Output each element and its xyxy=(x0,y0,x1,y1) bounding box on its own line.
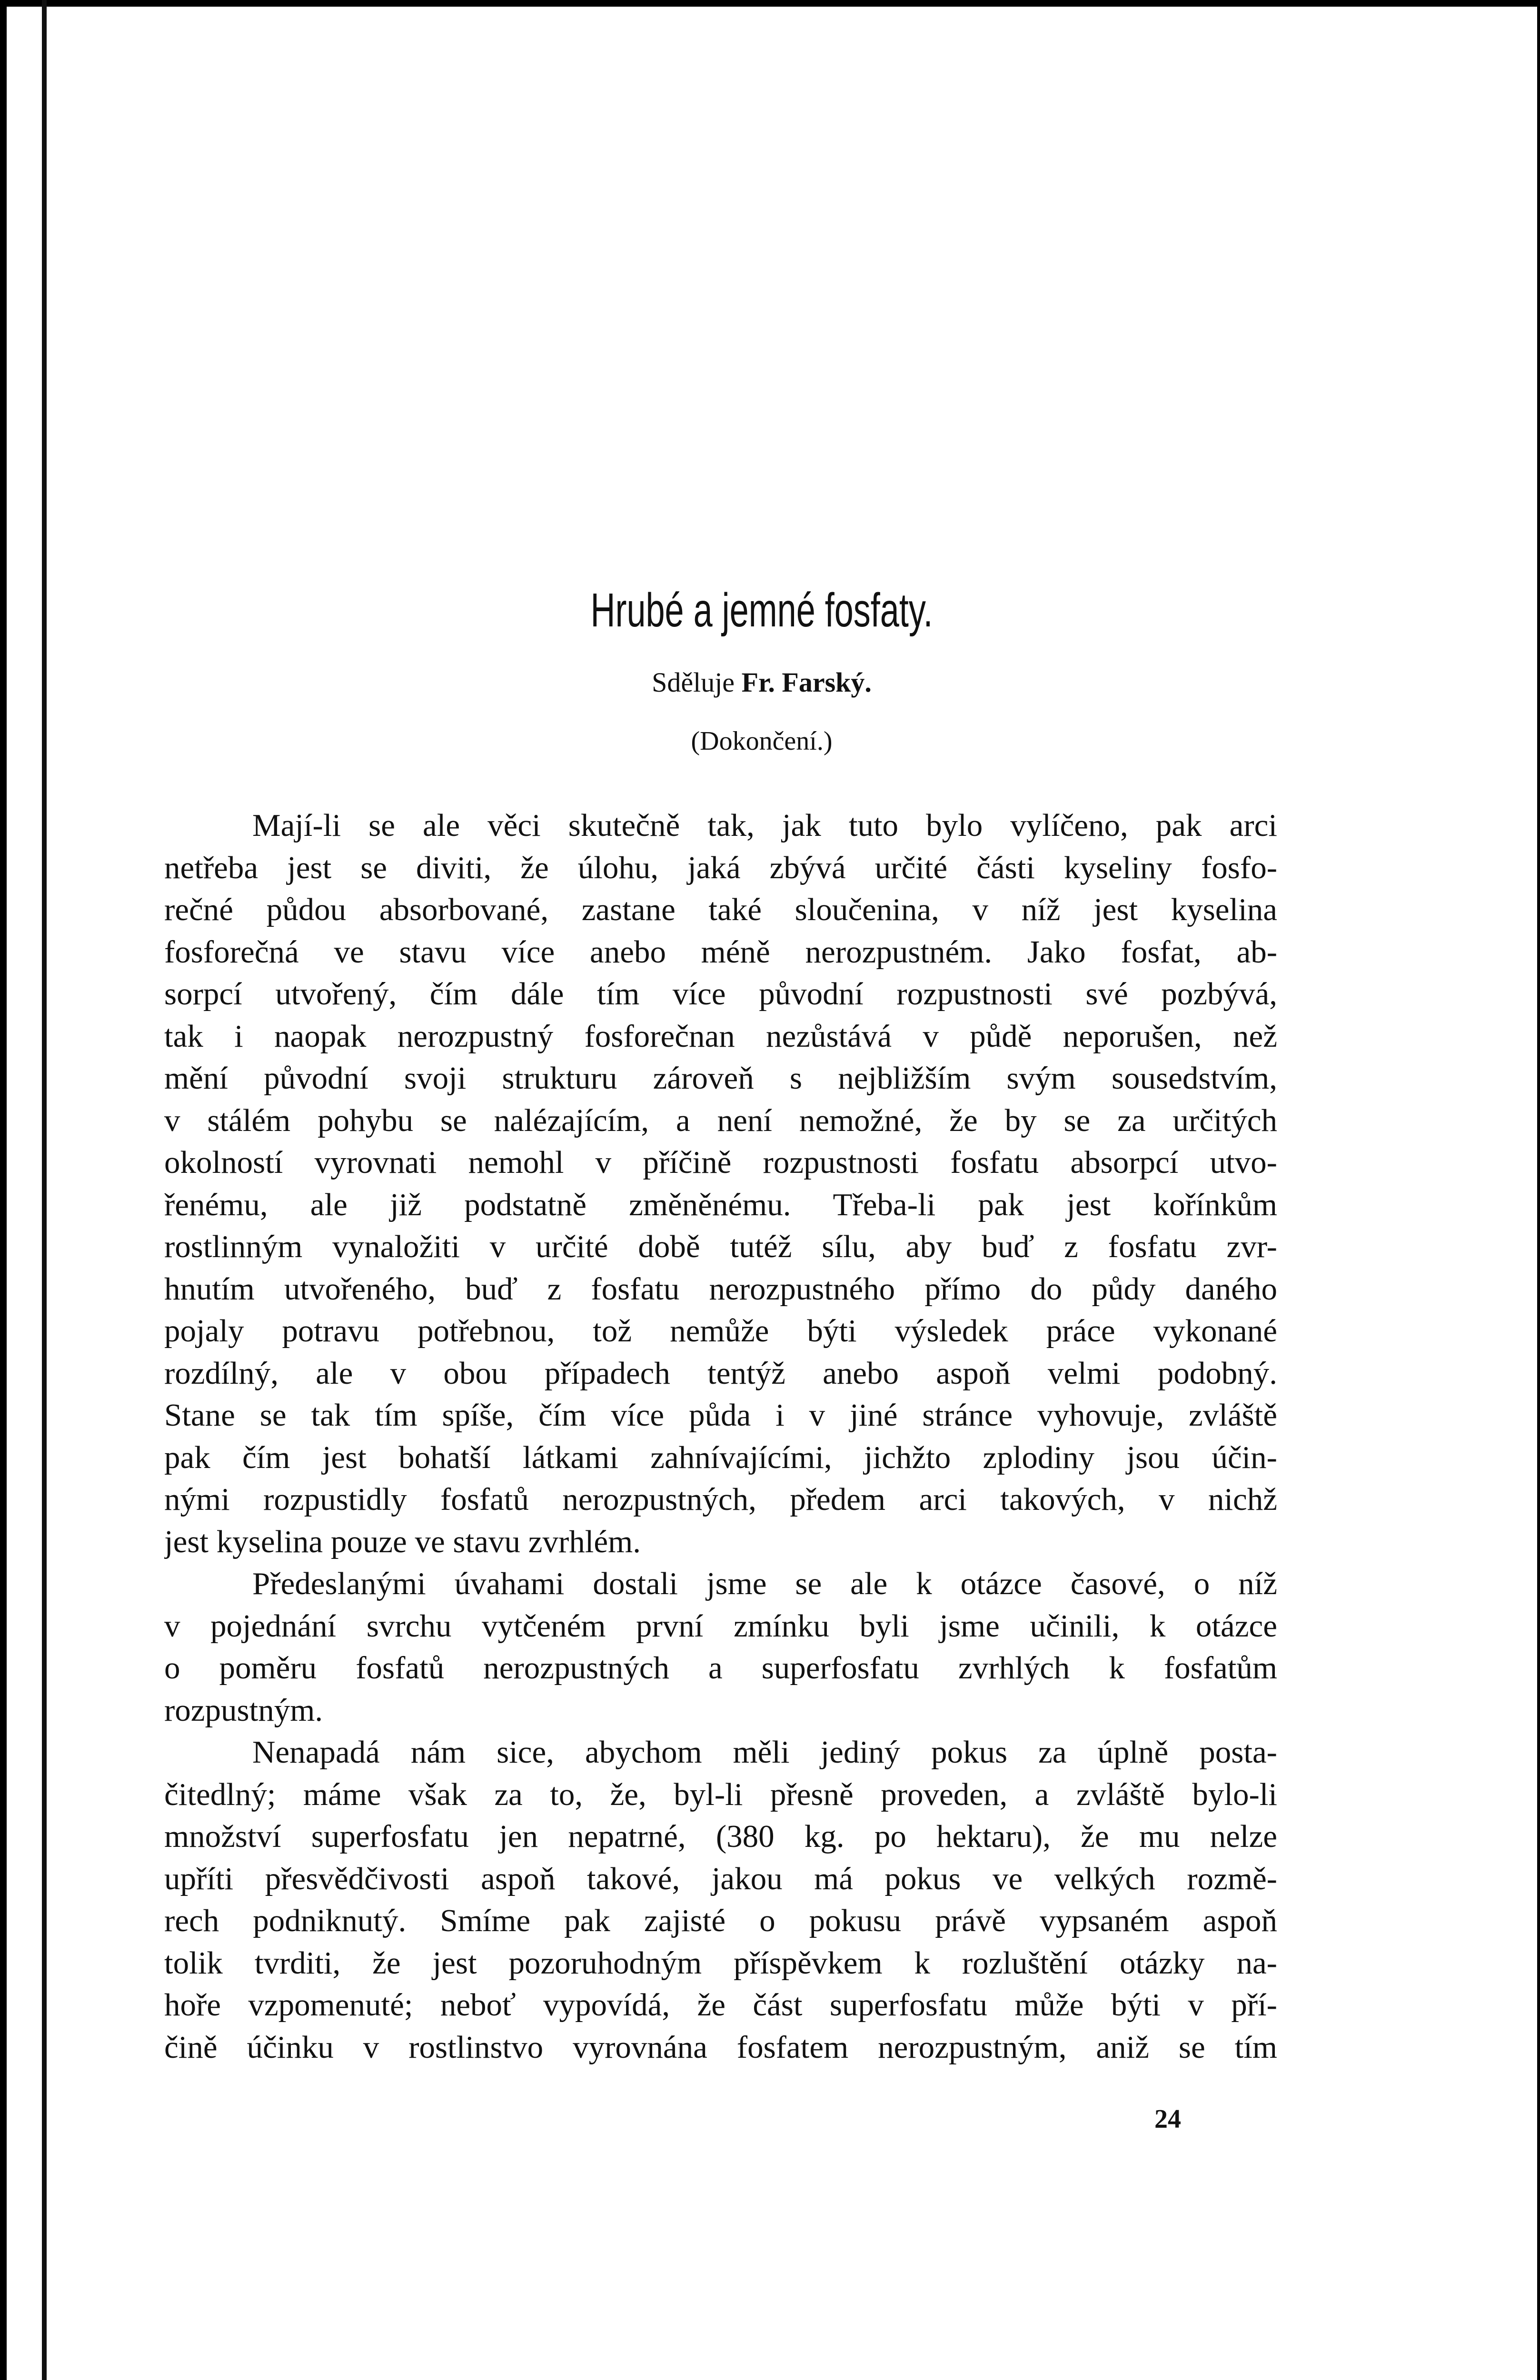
page-gutter-line xyxy=(42,0,47,2380)
text-line: jest kyselina pouze ve stavu zvrhlém. xyxy=(164,1524,641,1559)
text-line: rozpustným. xyxy=(164,1692,323,1728)
text-line: Předeslanými úvahami dostali jsme se ale k otázce časové, o níž xyxy=(252,1566,1277,1601)
article-byline xyxy=(476,666,1047,698)
text-line: nými rozpustidly fosfatů nerozpustných, předem arci takových, v nichž xyxy=(164,1482,1277,1517)
text-line: Stane se tak tím spíše, čím více půda i v jiné stránce vyhovuje, zvláště xyxy=(164,1398,1277,1433)
text-line: sorpcí utvořený, čím dále tím více původní rozpustnosti své pozbývá, xyxy=(164,976,1277,1012)
text-line: množství superfosfatu jen nepatrné, (380 kg. po hektaru), že mu nelze xyxy=(164,1819,1277,1854)
text-line: hoře vzpomenuté; neboť vypovídá, že část superfosfatu může býti v pří- xyxy=(164,1987,1277,2023)
article-title: Hrubé a jemné fosfaty. xyxy=(590,584,933,637)
text-line: rostlinným vynaložiti v určité době tutéž sílu, aby buď z fosfatu zvr- xyxy=(164,1229,1277,1264)
article-body xyxy=(164,804,1277,2068)
text-line: tak i naopak nerozpustný fosforečnan nezůstává v půdě neporušen, než xyxy=(164,1018,1277,1054)
text-line: okolností vyrovnati nemohl v příčině rozpustnosti fosfatu absorpcí utvo- xyxy=(164,1145,1277,1180)
scan-border-right xyxy=(1537,0,1540,2380)
text-line: o poměru fosfatů nerozpustných a superfosfatu zvrhlých k fosfatům xyxy=(164,1650,1277,1686)
text-line: pojaly potravu potřebnou, tož nemůže býti výsledek práce vykonané xyxy=(164,1313,1277,1349)
text-line: čině účinku v rostlinstvo vyrovnána fosfatem nerozpustným, aniž se tím xyxy=(164,2029,1277,2065)
text-line: mění původní svoji strukturu zároveň s nejbližším svým sousedstvím, xyxy=(164,1061,1277,1096)
text-line: tolik tvrditi, že jest pozoruhodným příspěvkem k rozluštění otázky na- xyxy=(164,1945,1277,1981)
text-line: upříti přesvědčivosti aspoň takové, jakou má pokus ve velkých rozmě- xyxy=(164,1861,1277,1896)
byline-prefix: Sděluje xyxy=(652,667,742,698)
text-line: v pojednání svrchu vytčeném první zmínku byli jsme učinili, k otázce xyxy=(164,1608,1277,1644)
scan-border-left xyxy=(0,0,7,2380)
text-line: Mají-li se ale věci skutečně tak, jak tuto bylo vylíčeno, pak arci xyxy=(252,808,1277,843)
text-line: řenému, ale již podstatně změněnému. Třeba-li pak jest kořínkům xyxy=(164,1187,1277,1222)
page-number: 24 xyxy=(1154,2104,1181,2134)
text-line: hnutím utvořeného, buď z fosfatu nerozpustného přímo do půdy daného xyxy=(164,1271,1277,1307)
text-line: rech podniknutý. Smíme pak zajisté o pokusu právě vypsaném aspoň xyxy=(164,1903,1277,1938)
text-line: Nenapadá nám sice, abychom měli jediný pokus za úplně posta- xyxy=(252,1735,1277,1770)
text-line: čitedlný; máme však za to, že, byl-li přesně proveden, a zvláště bylo-li xyxy=(164,1776,1277,1812)
scan-border-top xyxy=(0,0,1540,7)
text-line: v stálém pohybu se nalézajícím, a není nemožné, že by se za určitých xyxy=(164,1102,1277,1138)
text-line: netřeba jest se diviti, že úlohu, jaká zbývá určité části kyseliny fosfo- xyxy=(164,850,1277,885)
text-line: fosforečná ve stavu více anebo méně nerozpustném. Jako fosfat, ab- xyxy=(164,934,1277,970)
author-name: Fr. Farský. xyxy=(741,667,872,698)
text-line: rečné půdou absorbované, zastane také sloučenina, v níž jest kyselina xyxy=(164,892,1277,927)
continuation-note: (Dokončení.) xyxy=(691,726,833,756)
text-line: rozdílný, ale v obou případech tentýž anebo aspoň velmi podobný. xyxy=(164,1355,1277,1391)
text-line: pak čím jest bohatší látkami zahnívajícími, jichžto zplodiny jsou účin- xyxy=(164,1439,1277,1475)
